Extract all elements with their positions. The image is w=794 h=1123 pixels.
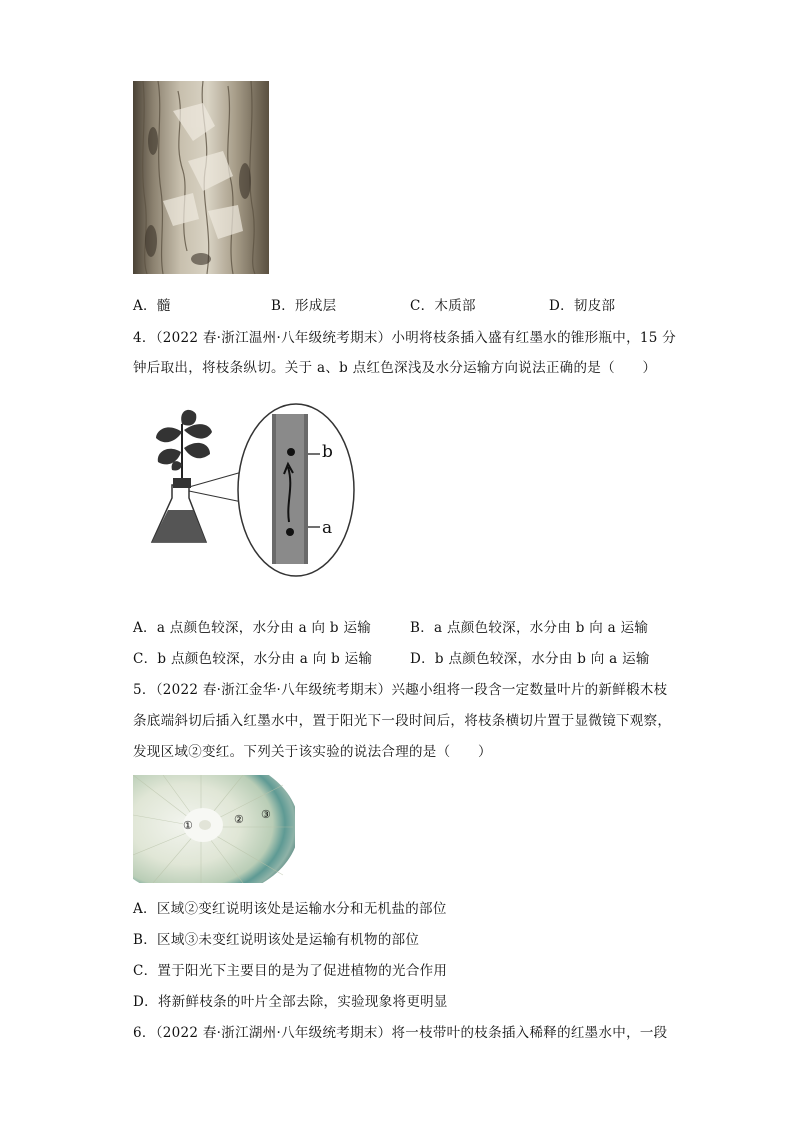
region-2-label: ② [234, 813, 244, 826]
q3-option-c: C．木质部 [410, 298, 476, 314]
q3-option-b: B．形成层 [271, 298, 337, 314]
q5-stem-line3: 发现区域②变红。下列关于该实验的说法合理的是（ ） [133, 744, 492, 760]
q4-stem-line2: 钟后取出，将枝条纵切。关于 a、b 点红色深浅及水分运输方向说法正确的是（ ） [133, 360, 657, 376]
q4-option-c: C．b 点颜色较深，水分由 a 向 b 运输 [133, 651, 373, 667]
q3-option-a: A．髓 [133, 298, 171, 314]
q5-option-a: A．区域②变红说明该处是运输水分和无机盐的部位 [133, 901, 447, 917]
q5-option-b: B．区域③未变红说明该处是运输有机物的部位 [133, 932, 420, 948]
label-b: b [322, 442, 333, 462]
region-3-label: ③ [261, 808, 271, 821]
bark-photo [133, 81, 269, 274]
q4-option-b: B．a 点颜色较深，水分由 b 向 a 运输 [410, 620, 649, 636]
q4-stem-line1: 4．（2022 春·浙江温州·八年级统考期末）小明将枝条插入盛有红墨水的锥形瓶中，15 分 [133, 330, 677, 346]
q6-stem-line1: 6．（2022 春·浙江湖州·八年级统考期末）将一枝带叶的枝条插入稀释的红墨水中，一段 [133, 1025, 668, 1041]
region-1-label: ① [183, 819, 193, 832]
stem-cross-section-photo [133, 775, 295, 883]
q5-stem-line2: 条底端斜切后插入红墨水中，置于阳光下一段时间后，将枝条横切片置于显微镜下观察， [133, 713, 672, 729]
q5-stem-line1: 5．（2022 春·浙江金华·八年级统考期末）兴趣小组将一段含一定数量叶片的新鲜椴木枝 [133, 682, 668, 698]
q3-option-d: D．韧皮部 [549, 298, 616, 314]
q4-diagram [148, 402, 358, 578]
plant-flask-figure [148, 402, 358, 578]
label-a: a [322, 518, 333, 538]
q4-option-d: D．b 点颜色较深，水分由 b 向 a 运输 [410, 651, 650, 667]
q5-option-d: D．将新鲜枝条的叶片全部去除，实验现象将更明显 [133, 994, 448, 1010]
q5-option-c: C．置于阳光下主要目的是为了促进植物的光合作用 [133, 963, 448, 979]
q4-option-a: A．a 点颜色较深，水分由 a 向 b 运输 [133, 620, 372, 636]
